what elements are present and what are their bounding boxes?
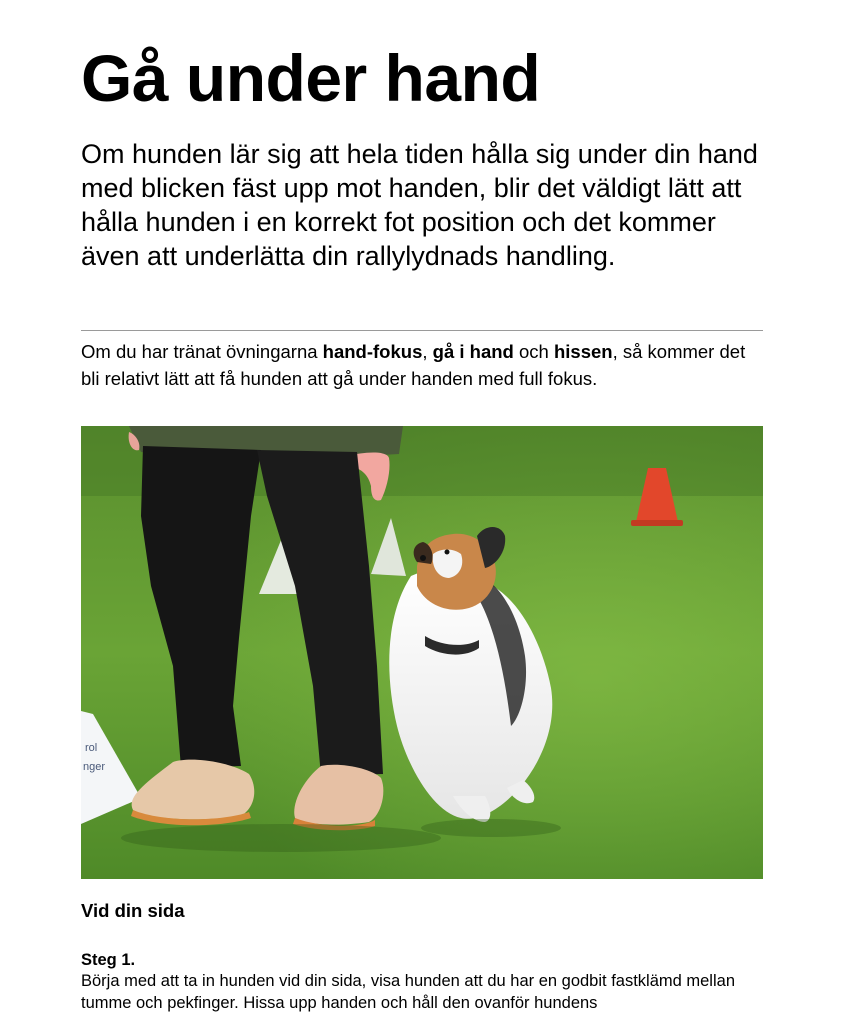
step-title: Steg 1. xyxy=(81,951,136,969)
intro-paragraph: Om du har tränat övningarna hand-fokus, gå i hand och hissen, så kommer det bli relativt lätt att få hunden att gå under handen med full fokus. xyxy=(81,341,746,389)
divider xyxy=(81,330,763,331)
lead-paragraph: Om hunden lär sig att hela tiden hålla sig under din hand med blicken fäst upp mot handen, blir det väldigt lätt att hålla hunden i en korrekt fot position och det kommer även att underlätta din rallylydnads handling. xyxy=(81,139,758,271)
dog-training-photo xyxy=(81,426,763,879)
exercise-ga-i-hand: gå i hand xyxy=(432,341,514,362)
section-heading: Vid din sida xyxy=(81,900,185,921)
svg-text:nger: nger xyxy=(83,761,106,773)
step-body: Börja med att ta in hunden vid din sida, visa hunden att du har en godbit fastklämd mellan tumme och pekfinger. Hissa upp handen och håll den ovanför hundens xyxy=(81,972,735,1012)
exercise-hissen: hissen xyxy=(553,341,613,362)
exercise-hand-fokus: hand-fokus xyxy=(322,341,423,362)
svg-text:rol: rol xyxy=(85,742,98,754)
page-title: Gå under hand xyxy=(81,41,541,115)
